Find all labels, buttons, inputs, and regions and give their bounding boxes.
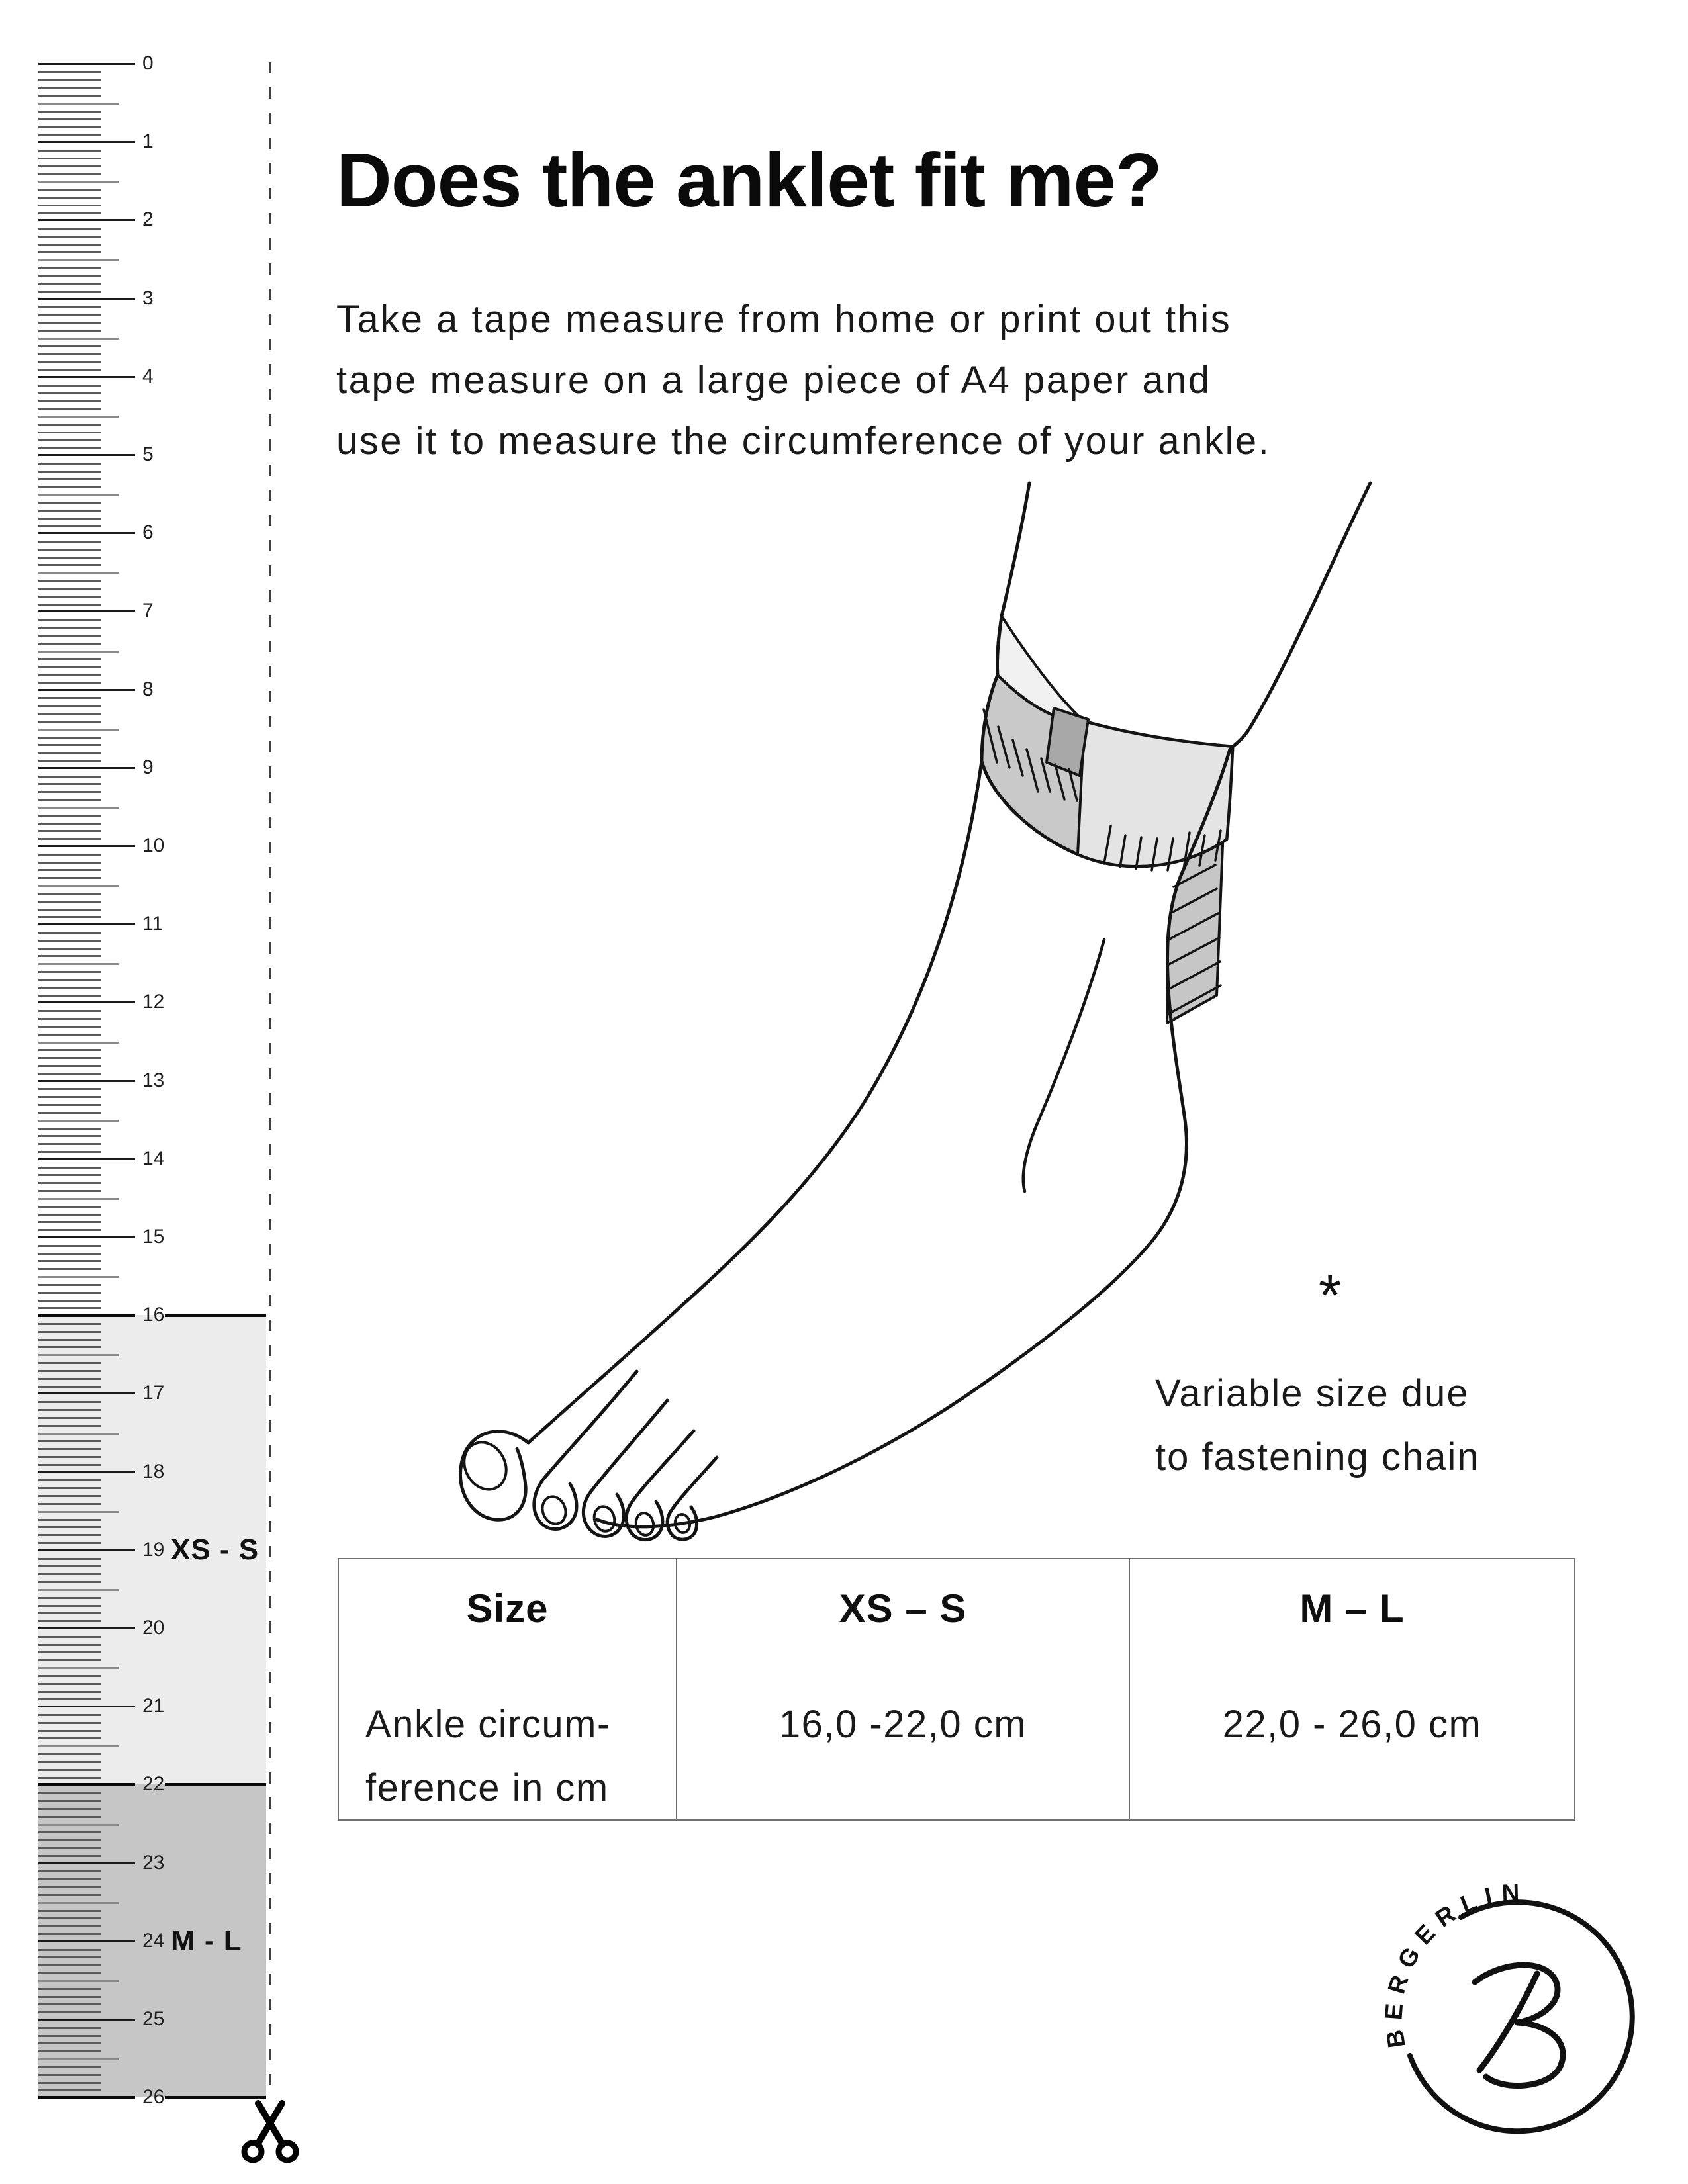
ruler-cm-label: 16 (142, 1304, 165, 1326)
ankle-tendon-line (1023, 940, 1104, 1191)
intro-line: tape measure on a large piece of A4 paper and (336, 359, 1211, 402)
scissors-icon (244, 2103, 296, 2160)
footnote-line: Variable size due (1155, 1372, 1470, 1415)
intro-line: use it to measure the circumference of your ankle. (336, 420, 1271, 463)
footnote-line: to fastening chain (1155, 1435, 1480, 1479)
ruler-cm-label: 3 (142, 287, 154, 309)
ruler-cm-label: 19 (142, 1539, 165, 1561)
ruler-cm-label: 15 (142, 1226, 165, 1248)
ruler-cm-label: 26 (142, 2086, 165, 2108)
size-table-header-xs-s: XS – S (676, 1559, 1129, 1659)
ruler-cm-label: 9 (142, 756, 154, 778)
size-table-value-m-l: 22,0 - 26,0 cm (1129, 1659, 1574, 1820)
tape-overlap-end (1047, 708, 1088, 776)
ruler-cm-label: 17 (142, 1382, 165, 1404)
ruler-cm-label: 25 (142, 2008, 165, 2030)
intro-paragraph (336, 289, 1270, 472)
ruler-cm-label: 7 (142, 600, 154, 621)
toes (456, 1371, 717, 1540)
tape-measure-band (982, 616, 1233, 870)
ruler-cm-label: 12 (142, 991, 165, 1013)
page-title: Does the anklet fit me? (336, 137, 1162, 223)
ruler-cm-label: 1 (142, 130, 154, 152)
size-table (338, 1558, 1575, 1821)
ruler-cm-label: 24 (142, 1930, 165, 1952)
ruler-cm-label: 0 (142, 52, 154, 74)
ruler-cm-label: 5 (142, 443, 154, 465)
ruler-cm-label: 21 (142, 1695, 165, 1717)
ruler-cm-label: 6 (142, 522, 154, 543)
ruler-size-label: M - L (171, 1925, 242, 1957)
footnote-asterisk: * (1319, 1262, 1342, 1328)
ruler-cm-label: 23 (142, 1852, 165, 1874)
ruler-cm-label: 8 (142, 678, 154, 700)
logo-circle (1410, 1902, 1632, 2131)
ruler-cm-label: 14 (142, 1148, 165, 1169)
logo-monogram-b (1475, 1965, 1563, 2085)
intro-line: Take a tape measure from home or print out this (336, 298, 1232, 341)
ruler-cm-label: 13 (142, 1069, 165, 1091)
size-table-header-size: Size (466, 1586, 549, 1631)
size-table-row-label: Ankle circum- ference in cm (365, 1703, 611, 1809)
ruler-cm-label: 10 (142, 835, 165, 856)
ruler-cm-label: 2 (142, 208, 154, 230)
ruler-cm-label: 22 (142, 1773, 165, 1795)
ruler-cm-label: 18 (142, 1461, 165, 1482)
ruler-cm-label: 20 (142, 1617, 165, 1639)
size-table-header-m-l: M – L (1129, 1559, 1574, 1659)
footnote-text (1155, 1362, 1480, 1489)
ruler-cm-label: 4 (142, 365, 154, 387)
ruler-size-label: XS - S (171, 1533, 259, 1566)
brand-logo (1380, 1879, 1632, 2131)
size-table-value-xs-s: 16,0 -22,0 cm (676, 1659, 1129, 1820)
logo-brand-text: BERGERLIN (1380, 1879, 1528, 2050)
ruler-cm-label: 11 (142, 913, 164, 934)
